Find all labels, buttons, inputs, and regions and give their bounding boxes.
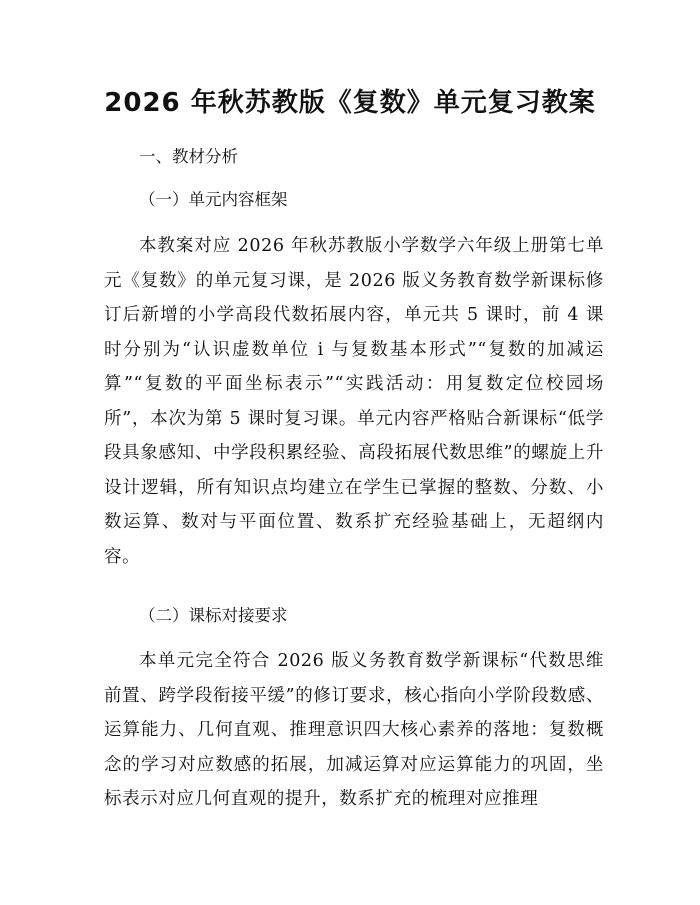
subsection-heading-unit-framework: （一）单元内容框架 bbox=[139, 190, 288, 209]
paragraph-unit-framework: 本教案对应 2026 年秋苏教版小学数学六年级上册第七单元《复数》的单元复习课，是 2026 版义务教育数学新课标修订后新增的小学高段代数拓展内容，单元共 5 课时，前 4 课时分别为“认识虚数单位 i 与复数基本形式”“复数的加减运算”“复数的平面坐标表示”“实践活动：用复数定位校园场所”，本次为第 5 课时复习课。单元内容严格贴合新课标“低学段具象感知、中学段积累经验、高段拓展代数思维”的螺旋上升设计逻辑，所有知识点均建立在学生已掌握的整数、分数、小数运算、数对与平面位置、数系扩充经验基础上，无超纲内容。 bbox=[104, 236, 604, 567]
section-heading-textbook-analysis: 一、教材分析 bbox=[139, 147, 238, 166]
document-title: 2026 年秋苏教版《复数》单元复习教案 bbox=[104, 88, 596, 118]
subsection-heading-curriculum-standards: （二）课标对接要求 bbox=[139, 606, 288, 625]
paragraph-curriculum-standards: 本单元完全符合 2026 版义务教育数学新课标“代数思维前置、跨学段衔接平缓”的修订要求，核心指向小学阶段数感、运算能力、几何直观、推理意识四大核心素养的落地：复数概念的学习对应数感的拓展，加减运算对应运算能力的巩固，坐标表示对应几何直观的提升，数系扩充的梳理对应推理 bbox=[104, 651, 604, 809]
